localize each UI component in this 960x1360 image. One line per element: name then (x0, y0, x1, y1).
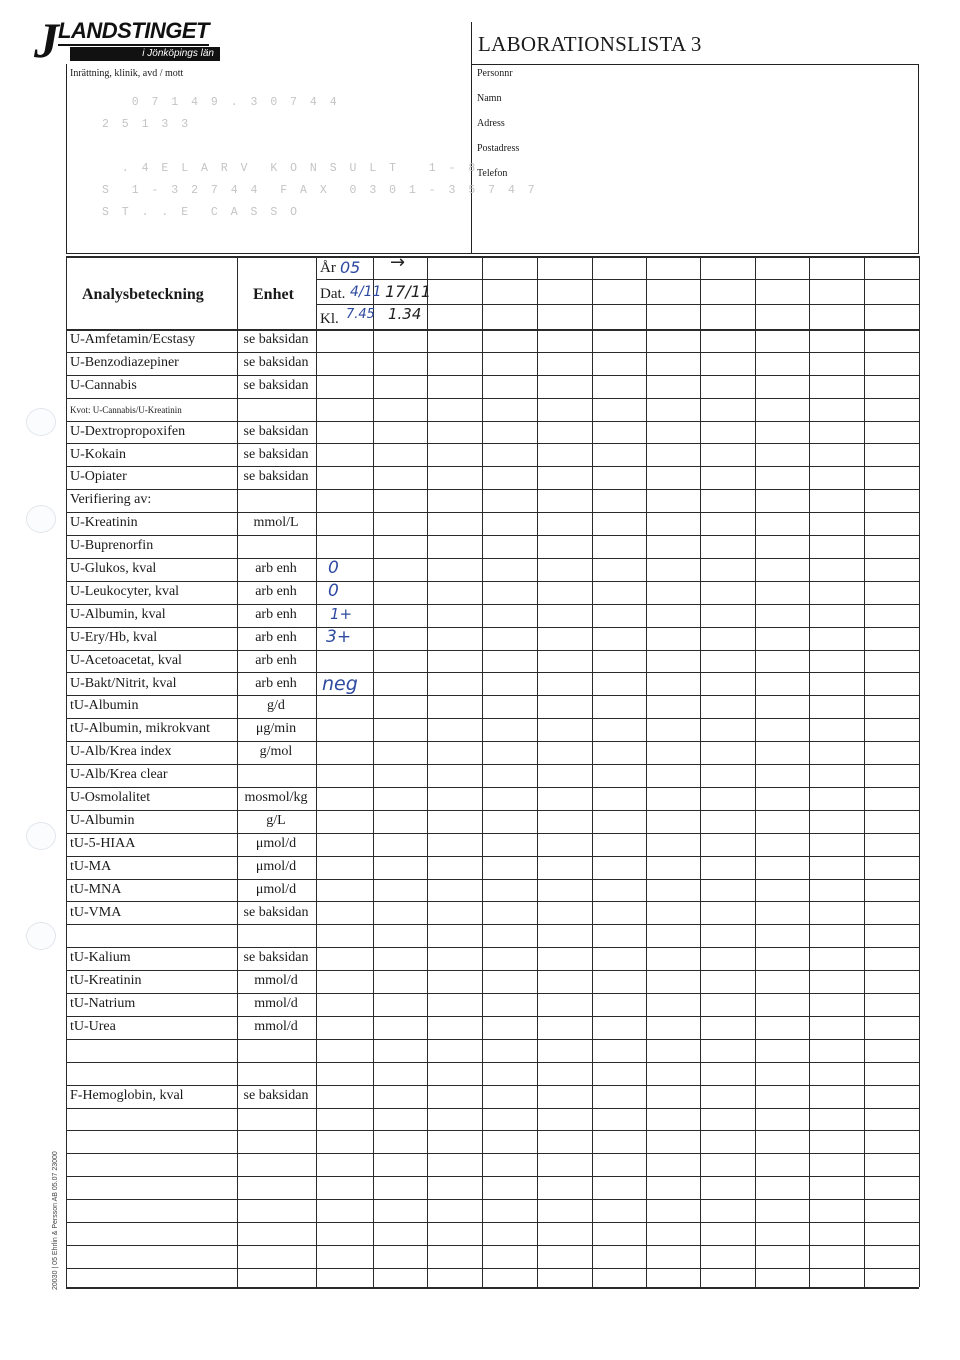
grid-hline (66, 535, 919, 536)
grid-vline (537, 256, 538, 1287)
handwritten-arrow: → (390, 252, 406, 273)
year-label: År (320, 260, 336, 276)
analysis-unit: mmol/L (253, 515, 299, 531)
faded-stamp-line: . 4 E L A R V K O N S U L T 1 - 8 (102, 162, 479, 175)
analysis-unit: arb enh (255, 561, 297, 576)
handwritten-time-1: 7.45 (346, 307, 375, 322)
grid-hline (66, 466, 919, 467)
grid-hline (66, 256, 919, 258)
analysis-unit: se baksidan (243, 354, 309, 370)
grid-hline (66, 810, 919, 811)
field-telefon: Telefon (477, 168, 508, 179)
analysis-name: U-Benzodiazepiner (70, 354, 179, 370)
grid-hline (66, 947, 919, 948)
grid-vline (700, 256, 701, 1287)
faded-stamp-line: 2 5 1 3 3 (102, 118, 192, 131)
faded-stamp-line: S T . . E C A S S O (102, 206, 301, 219)
analysis-unit: arb enh (255, 629, 297, 645)
grid-hline (66, 901, 919, 902)
grid-hline (66, 1153, 919, 1154)
grid-hline (66, 627, 919, 628)
grid-hline (66, 970, 919, 971)
analysis-unit: se baksidan (243, 904, 309, 920)
grid-hline (66, 718, 919, 719)
analysis-unit: se baksidan (243, 423, 309, 439)
grid-hline (66, 1199, 919, 1200)
grid-vline (592, 256, 593, 1287)
grid-hline (66, 421, 919, 422)
analysis-name: tU-Kalium (70, 950, 131, 966)
grid-hline (66, 1268, 919, 1269)
grid-vline (919, 256, 920, 1287)
analysis-unit: arb enh (255, 583, 297, 599)
analysis-name: tU-VMA (70, 904, 122, 920)
analysis-name: U-Ery/Hb, kval (70, 629, 158, 645)
analysis-name: U-Albumin, kval (70, 606, 166, 622)
handwritten-date-1: 4/11 (350, 284, 382, 300)
grid-hline (66, 581, 919, 582)
analysis-unit: mmol/d (254, 996, 298, 1012)
analysis-name: U-Leukocyter, kval (70, 583, 180, 599)
time-label: Kl. (320, 311, 339, 327)
grid-hline (66, 489, 919, 490)
analysis-name: Verifiering av: (70, 492, 152, 508)
handwritten-time-2: 1.34 (388, 305, 422, 323)
result-leukocyter: 0 (328, 581, 339, 601)
grid-vline (864, 256, 865, 1287)
analysis-unit: μmol/d (255, 835, 297, 851)
grid-hline (66, 1108, 919, 1109)
field-postadress: Postadress (477, 143, 520, 154)
grid-hline (66, 993, 919, 994)
grid-hline (66, 833, 919, 834)
grid-hline (66, 1130, 919, 1131)
grid-vline (237, 256, 238, 1287)
faded-address-stamp (102, 92, 538, 224)
handwritten-date-2: 17/11 (385, 282, 432, 301)
analysis-name: U-Dextropropoxifen (70, 423, 186, 439)
logo-sub-text: i Jönköpings län (70, 47, 220, 61)
analysis-unit: mmol/d (254, 973, 298, 989)
grid-hline (316, 279, 919, 280)
faded-stamp-line (102, 136, 538, 158)
analysis-name: tU-Albumin (70, 698, 139, 714)
grid-hline (66, 512, 919, 513)
grid-hline (66, 1085, 919, 1086)
grid-hline (66, 1222, 919, 1223)
analysis-unit: se baksidan (243, 950, 309, 966)
punch-hole (26, 408, 56, 436)
analysis-name: tU-Kreatinin (70, 973, 142, 989)
form-title: LABORATIONSLISTA 3 (478, 32, 702, 56)
analysis-unit: g/L (266, 812, 286, 828)
grid-vline (646, 256, 647, 1287)
grid-hline (66, 1176, 919, 1177)
analysis-name: U-Osmolalitet (70, 790, 151, 805)
analysis-unit: μmol/d (255, 858, 297, 874)
column-header-unit: Enhet (253, 286, 294, 303)
analysis-name: U-Kokain (70, 446, 126, 462)
grid-hline (66, 558, 919, 559)
punch-hole (26, 822, 56, 850)
side-print-code: 20030 | 05 Ehrlin & Persson AB 05.07 23000 (52, 1151, 59, 1290)
analysis-name: tU-MNA (70, 881, 122, 897)
grid-vline (755, 256, 756, 1287)
grid-hline (66, 879, 919, 880)
analysis-name: tU-Urea (70, 1019, 116, 1034)
analysis-name: U-Cannabis (70, 377, 137, 393)
grid-hline (66, 924, 919, 925)
analysis-unit: μmol/d (255, 881, 297, 897)
faded-stamp-line: S 1 - 3 2 7 4 4 F A X 0 3 0 1 - 3 5 7 4 7 (102, 184, 538, 197)
analysis-unit: arb enh (255, 652, 297, 668)
analysis-unit: mosmol/kg (244, 790, 308, 805)
grid-vline (373, 256, 374, 1287)
analysis-unit: arb enh (255, 675, 297, 691)
analysis-unit: se baksidan (243, 377, 309, 393)
grid-hline (66, 672, 919, 673)
grid-hline (66, 856, 919, 857)
analysis-name: U-Alb/Krea clear (70, 767, 168, 783)
analysis-name: U-Glukos, kval (70, 561, 157, 576)
result-ery-hb: 3+ (326, 627, 352, 647)
grid-hline (66, 650, 919, 651)
grid-hline (66, 1287, 919, 1289)
analysis-name: U-Amfetamin/Ecstasy (70, 332, 196, 347)
analysis-unit: se baksidan (243, 332, 309, 347)
grid-vline (427, 256, 428, 1287)
analysis-name: U-Acetoacetat, kval (70, 652, 182, 668)
grid-hline (66, 352, 919, 353)
analysis-name: U-Albumin (70, 812, 135, 828)
analysis-name: U-Alb/Krea index (70, 744, 172, 760)
analysis-name: tU-MA (70, 858, 112, 874)
punch-hole (26, 922, 56, 950)
analysis-name: U-Bakt/Nitrit, kval (70, 675, 177, 691)
grid-hline (66, 329, 919, 330)
analysis-unit: se baksidan (243, 1087, 309, 1103)
grid-vline (316, 256, 317, 1287)
punch-hole (26, 505, 56, 533)
grid-hline (66, 1039, 919, 1040)
analysis-unit: g/d (267, 698, 285, 714)
institution-label: Inrättning, klinik, avd / mott (70, 68, 184, 79)
grid-vline (66, 256, 67, 1287)
grid-hline (66, 695, 919, 696)
grid-hline (66, 764, 919, 765)
analysis-name: U-Kreatinin (70, 515, 138, 531)
analysis-unit: g/mol (259, 744, 293, 760)
logo-j-mark: J (34, 12, 59, 68)
analysis-name: Kvot: U-Cannabis/U-Kreatinin (70, 404, 182, 415)
grid-vline (482, 256, 483, 1287)
analysis-name: tU-Natrium (70, 996, 136, 1012)
grid-vline (809, 256, 810, 1287)
field-personnr: Personnr (477, 68, 513, 79)
logo-main-text: LANDSTINGET (58, 18, 209, 46)
grid-hline (66, 1245, 919, 1246)
analysis-unit: se baksidan (243, 446, 309, 462)
grid-hline (66, 398, 919, 399)
grid-hline (66, 1016, 919, 1017)
result-albumin: 1+ (330, 605, 353, 623)
date-label: Dat. (320, 286, 346, 302)
analysis-name: tU-5-HIAA (70, 835, 136, 851)
result-glukos: 0 (328, 558, 339, 578)
grid-hline (66, 787, 919, 788)
analysis-unit: arb enh (255, 606, 297, 622)
analysis-name: tU-Albumin, mikrokvant (70, 721, 210, 737)
grid-hline (66, 604, 919, 605)
faded-stamp-line: 0 7 1 4 9 . 3 0 7 4 4 (102, 96, 340, 109)
field-namn: Namn (477, 93, 502, 104)
analysis-unit: μg/min (255, 721, 297, 737)
analysis-name: U-Buprenorfin (70, 538, 154, 554)
analysis-name: U-Opiater (70, 469, 127, 485)
grid-hline (66, 741, 919, 742)
handwritten-year: 05 (340, 258, 361, 277)
analysis-name: F-Hemoglobin, kval (70, 1087, 184, 1103)
grid-hline (66, 1062, 919, 1063)
column-header-analysis: Analysbeteckning (82, 286, 204, 303)
analysis-unit: se baksidan (243, 469, 309, 485)
grid-hline (66, 375, 919, 376)
field-adress: Adress (477, 118, 505, 129)
grid-hline (66, 443, 919, 444)
analysis-unit: mmol/d (254, 1019, 298, 1034)
result-bakt-nitrit: neg (322, 673, 358, 695)
